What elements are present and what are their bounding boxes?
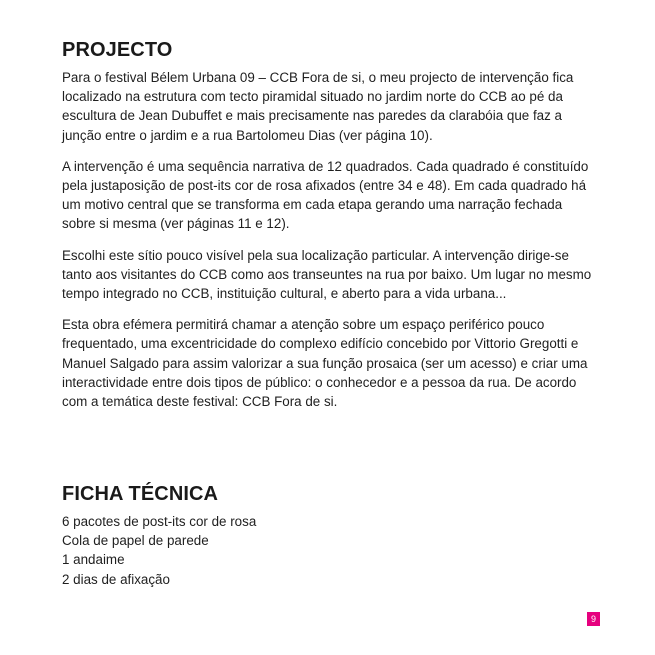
projecto-paragraph-2: A intervenção é uma sequência narrativa de 12 quadrados. Cada quadrado é constituído pela justaposição de post-its cor de rosa afixados (entre 34 e 48). Em cada quadrado há um motivo central que se transforma em cada etapa gerando uma narração fechada sobre si mesma (ver páginas 11 e 12). — [62, 158, 589, 232]
page-number-badge: 9 — [587, 612, 600, 626]
ficha-item: 2 dias de afixação — [62, 571, 170, 587]
ficha-item: 6 pacotes de post-its cor de rosa — [62, 514, 257, 529]
projecto-paragraph-4: Esta obra efémera permitirá chamar a atenção sobre um espaço periférico pouco frequentado, uma excentricidade do complexo edifício concebido por Vittorio Gregotti e Manuel Salgado para assim valorizar a sua função prosaica (ser um acesso) e criar uma interactividade entre dois tipos de público: o conhecedor e a pessoa da rua. De acordo com a temática deste festival: CCB Fora de si. — [62, 317, 588, 410]
ficha-tecnica-heading: FICHA TÉCNICA — [62, 483, 219, 505]
projecto-section — [62, 38, 598, 423]
ficha-item: 1 andaime — [62, 552, 125, 568]
projecto-heading: PROJECTO — [62, 39, 173, 61]
projecto-paragraph-3: Escolhi este sítio pouco visível pela sua localização particular. A intervenção dirige-se tanto aos visitantes do CCB como aos transeuntes na rua por baixo. Um lugar no mesmo tempo integrado no CCB, instituição cultural, e aberto para a vida urbana... — [62, 247, 592, 302]
ficha-item: Cola de papel de parede — [62, 533, 209, 549]
projecto-paragraph-1: Para o festival Bélem Urbana 09 – CCB Fora de si, o meu projecto de intervenção fica localizado na estrutura com tecto piramidal situado no jardim norte do CCB ao pé da escultura de Jean Dubuffet e mais precisamente nas paredes da clarabóia que faz a junção entre o jardim e a rua Bartolomeu Dias (ver página 10). — [62, 70, 574, 143]
ficha-tecnica-section — [62, 482, 462, 589]
ficha-tecnica-list — [62, 512, 462, 589]
